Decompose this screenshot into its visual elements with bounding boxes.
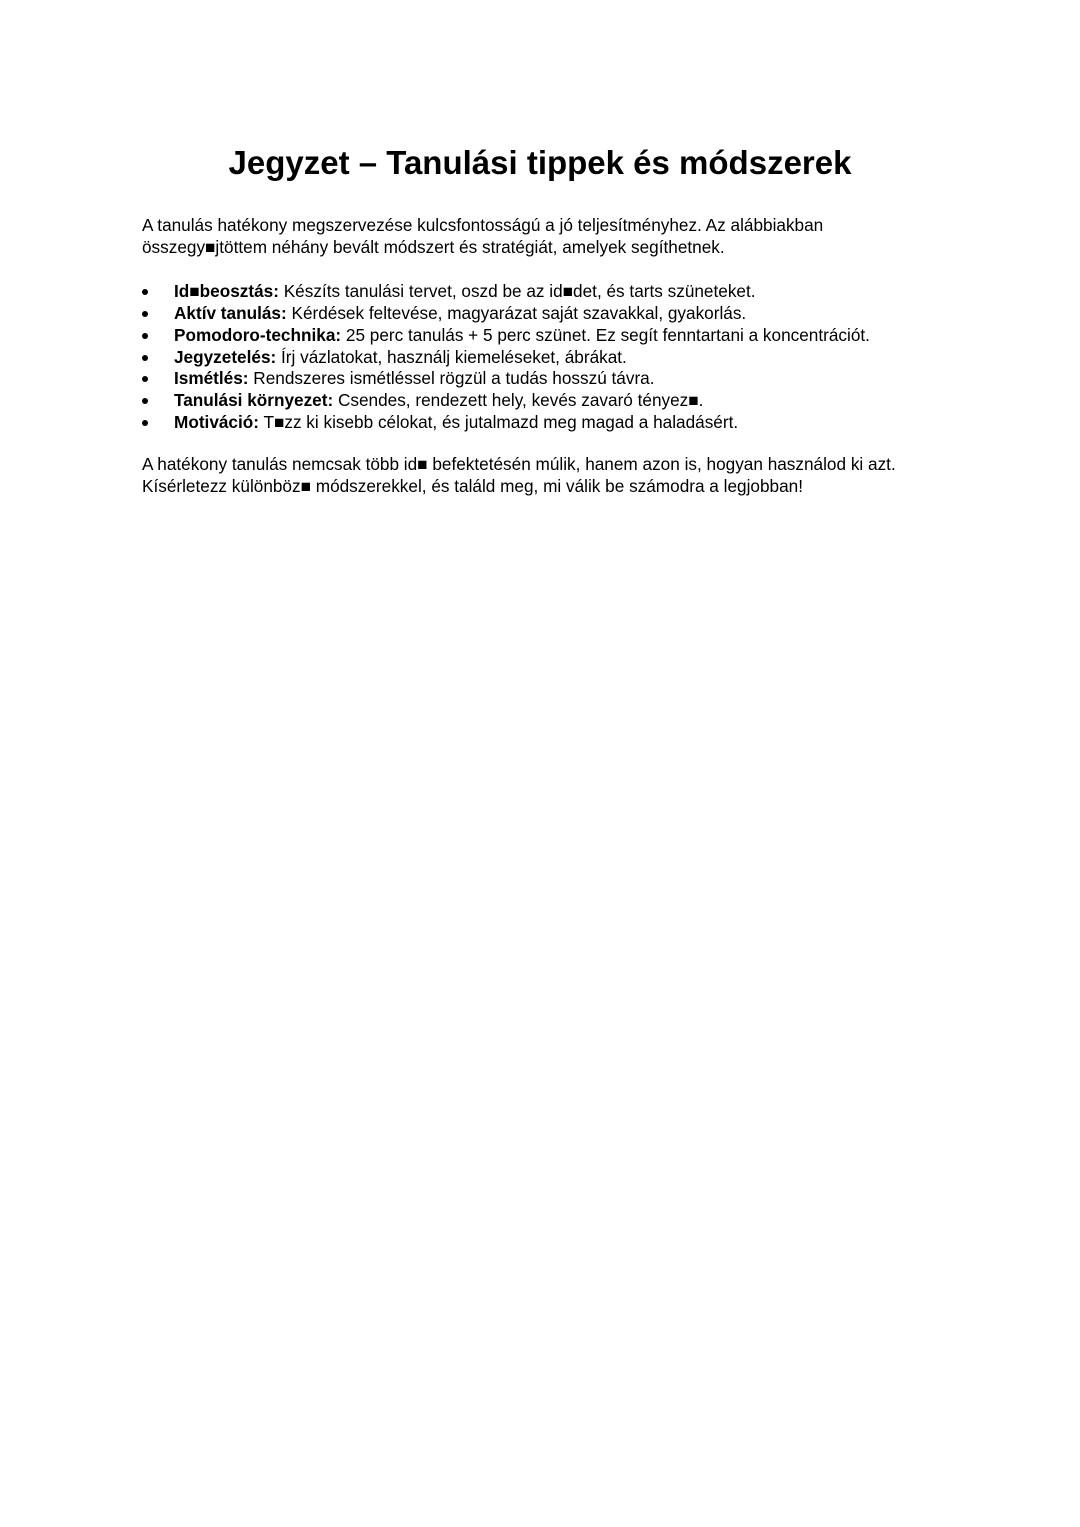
tip-text: Rendszeres ismétléssel rögzül a tudás hosszú távra.	[248, 368, 655, 389]
intro-line: összegy■jtöttem néhány bevált módszert és stratégiát, amelyek segíthetnek.	[142, 236, 725, 257]
tip-item	[142, 390, 962, 412]
tip-text: Csendes, rendezett hely, kevés zavaró tényez■.	[333, 389, 704, 410]
tip-text: Kérdések feltevése, magyarázat saját szavakkal, gyakorlás.	[286, 303, 747, 324]
bullet-icon	[142, 420, 148, 426]
closing-paragraph	[142, 454, 962, 497]
bullet-icon	[142, 311, 148, 317]
intro-line: A tanulás hatékony megszervezése kulcsfontosságú a jó teljesítményhez. Az alábbiakban	[142, 215, 824, 235]
tip-item	[142, 325, 962, 347]
tip-text: Készíts tanulási tervet, oszd be az id■det, és tarts szüneteket.	[278, 281, 756, 302]
tip-text: T■zz ki kisebb célokat, és jutalmazd meg magad a haladásért.	[259, 411, 739, 432]
bullet-icon	[142, 355, 148, 361]
tip-label: Ismétlés:	[174, 368, 249, 389]
bullet-icon	[142, 398, 148, 404]
tip-label: Motiváció:	[174, 411, 259, 432]
tip-text: Írj vázlatokat, használj kiemeléseket, ábrákat.	[276, 346, 627, 367]
page-title: Jegyzet – Tanulási tippek és módszerek	[228, 144, 852, 181]
document-body	[142, 215, 962, 498]
tip-item	[142, 368, 962, 390]
bullet-icon	[142, 376, 148, 382]
tip-label: Pomodoro-technika:	[174, 324, 342, 345]
tip-label: Aktív tanulás:	[174, 303, 287, 324]
intro-paragraph	[142, 215, 962, 258]
closing-line: Kísérletezz különböz■ módszerekkel, és találd meg, mi válik be számodra a legjobban!	[142, 476, 803, 497]
tip-label: Jegyzetelés:	[174, 346, 277, 367]
tip-item	[142, 412, 962, 434]
tip-text: 25 perc tanulás + 5 perc szünet. Ez segít fenntartani a koncentrációt.	[341, 324, 870, 345]
tip-item	[142, 303, 962, 325]
tip-item	[142, 281, 962, 303]
tip-label: Id■beosztás:	[174, 281, 279, 302]
bullet-icon	[142, 333, 148, 339]
tip-label: Tanulási környezet:	[174, 389, 334, 410]
tips-list	[142, 281, 962, 433]
closing-line: A hatékony tanulás nemcsak több id■ befektetésén múlik, hanem azon is, hogyan használod ki azt.	[142, 454, 896, 475]
tip-item	[142, 347, 962, 369]
bullet-icon	[142, 289, 148, 295]
